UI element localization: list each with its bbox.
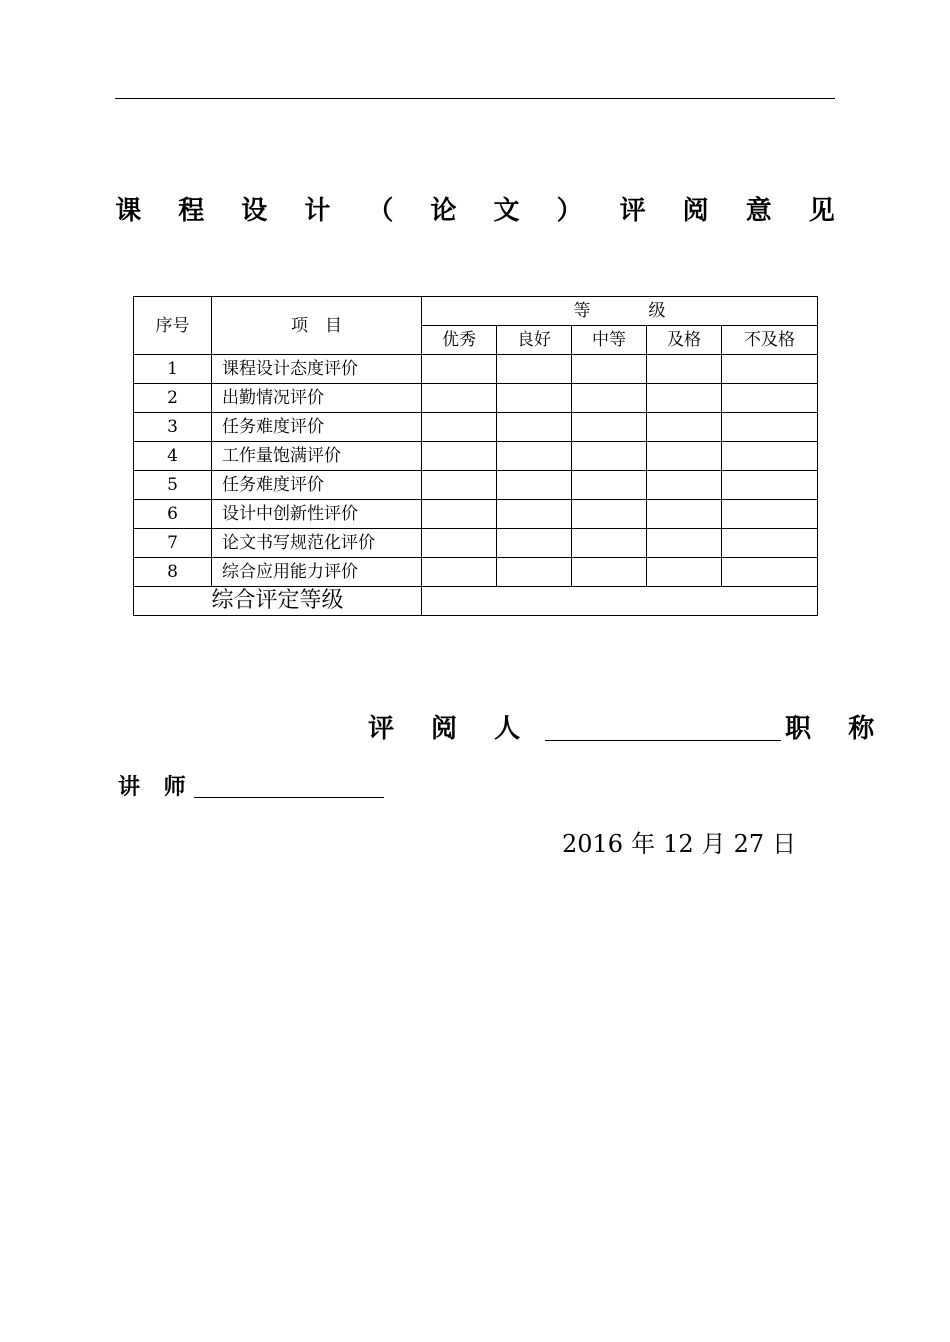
grade-cell[interactable] <box>422 529 497 558</box>
grade-cell[interactable] <box>497 471 572 500</box>
grade-cell[interactable] <box>722 413 818 442</box>
table-row <box>134 500 818 529</box>
grade-cell[interactable] <box>422 355 497 384</box>
header-grade-left: 等 <box>573 301 591 321</box>
table-row <box>134 413 818 442</box>
grade-cell[interactable] <box>647 500 722 529</box>
grade-cell[interactable] <box>647 355 722 384</box>
grade-cell[interactable] <box>497 500 572 529</box>
grade-cell[interactable] <box>722 355 818 384</box>
grade-cell[interactable] <box>647 558 722 587</box>
row-item: 任务难度评价 <box>212 471 422 500</box>
grade-cell[interactable] <box>497 384 572 413</box>
title-value-line <box>118 770 384 801</box>
grade-cell[interactable] <box>722 529 818 558</box>
reviewer-line <box>368 708 888 745</box>
grade-medium: 中等 <box>572 326 647 355</box>
grade-cell[interactable] <box>572 442 647 471</box>
grade-cell[interactable] <box>497 442 572 471</box>
table-row <box>134 355 818 384</box>
grade-cell[interactable] <box>422 413 497 442</box>
grade-cell[interactable] <box>722 471 818 500</box>
date-year-unit: 年 <box>631 830 656 858</box>
grade-cell[interactable] <box>572 529 647 558</box>
grade-cell[interactable] <box>572 558 647 587</box>
row-item: 综合应用能力评价 <box>212 558 422 587</box>
grade-cell[interactable] <box>422 558 497 587</box>
grade-cell[interactable] <box>722 558 818 587</box>
header-rule <box>115 98 835 99</box>
grade-cell[interactable] <box>497 558 572 587</box>
header-grade <box>422 297 818 326</box>
grade-pass: 及格 <box>647 326 722 355</box>
grade-cell[interactable] <box>572 500 647 529</box>
date-day-unit: 日 <box>772 830 797 858</box>
date-month-unit: 月 <box>701 830 726 858</box>
title-value: 讲 师 <box>118 775 194 800</box>
date-year: 2016 <box>562 830 624 858</box>
row-index: 7 <box>134 529 212 558</box>
date-day: 27 <box>733 830 765 858</box>
grade-good: 良好 <box>497 326 572 355</box>
row-item: 出勤情况评价 <box>212 384 422 413</box>
row-index: 4 <box>134 442 212 471</box>
title-value-underline <box>194 797 384 798</box>
grade-excellent: 优秀 <box>422 326 497 355</box>
grade-cell[interactable] <box>572 355 647 384</box>
reviewer-field[interactable] <box>545 739 781 741</box>
row-index: 8 <box>134 558 212 587</box>
table-row <box>134 384 818 413</box>
date-line <box>562 824 804 859</box>
grade-fail: 不及格 <box>722 326 818 355</box>
grade-cell[interactable] <box>722 442 818 471</box>
date-month: 12 <box>663 830 694 858</box>
table-row <box>134 529 818 558</box>
grade-cell[interactable] <box>572 384 647 413</box>
grade-cell[interactable] <box>647 413 722 442</box>
row-index: 2 <box>134 384 212 413</box>
grade-cell[interactable] <box>497 355 572 384</box>
grade-cell[interactable] <box>572 471 647 500</box>
grade-cell[interactable] <box>572 413 647 442</box>
row-item: 论文书写规范化评价 <box>212 529 422 558</box>
row-index: 5 <box>134 471 212 500</box>
grade-cell[interactable] <box>647 471 722 500</box>
grade-cell[interactable] <box>497 529 572 558</box>
grade-cell[interactable] <box>647 442 722 471</box>
row-item: 任务难度评价 <box>212 413 422 442</box>
table-row <box>134 471 818 500</box>
summary-label: 综合评定等级 <box>134 587 422 616</box>
summary-row <box>134 587 818 616</box>
grade-cell[interactable] <box>422 442 497 471</box>
row-item: 工作量饱满评价 <box>212 442 422 471</box>
row-index: 3 <box>134 413 212 442</box>
grade-cell[interactable] <box>647 529 722 558</box>
header-index: 序号 <box>134 297 212 355</box>
grade-cell[interactable] <box>497 413 572 442</box>
header-item: 项 目 <box>212 297 422 355</box>
grade-cell[interactable] <box>722 500 818 529</box>
document-title: 课 程 设 计 （ 论 文 ） 评 阅 意 见 <box>115 196 849 226</box>
reviewer-label: 评 阅 人 <box>368 714 535 744</box>
header-grade-right: 级 <box>648 301 666 321</box>
row-item: 设计中创新性评价 <box>212 500 422 529</box>
table-row <box>134 558 818 587</box>
row-item: 课程设计态度评价 <box>212 355 422 384</box>
table-row <box>134 442 818 471</box>
grade-cell[interactable] <box>647 384 722 413</box>
title-label: 职 称 <box>785 714 889 744</box>
grade-cell[interactable] <box>422 384 497 413</box>
grade-cell[interactable] <box>422 500 497 529</box>
row-index: 6 <box>134 500 212 529</box>
summary-value[interactable] <box>422 587 818 616</box>
grade-cell[interactable] <box>722 384 818 413</box>
evaluation-table <box>133 296 818 616</box>
row-index: 1 <box>134 355 212 384</box>
grade-cell[interactable] <box>422 471 497 500</box>
